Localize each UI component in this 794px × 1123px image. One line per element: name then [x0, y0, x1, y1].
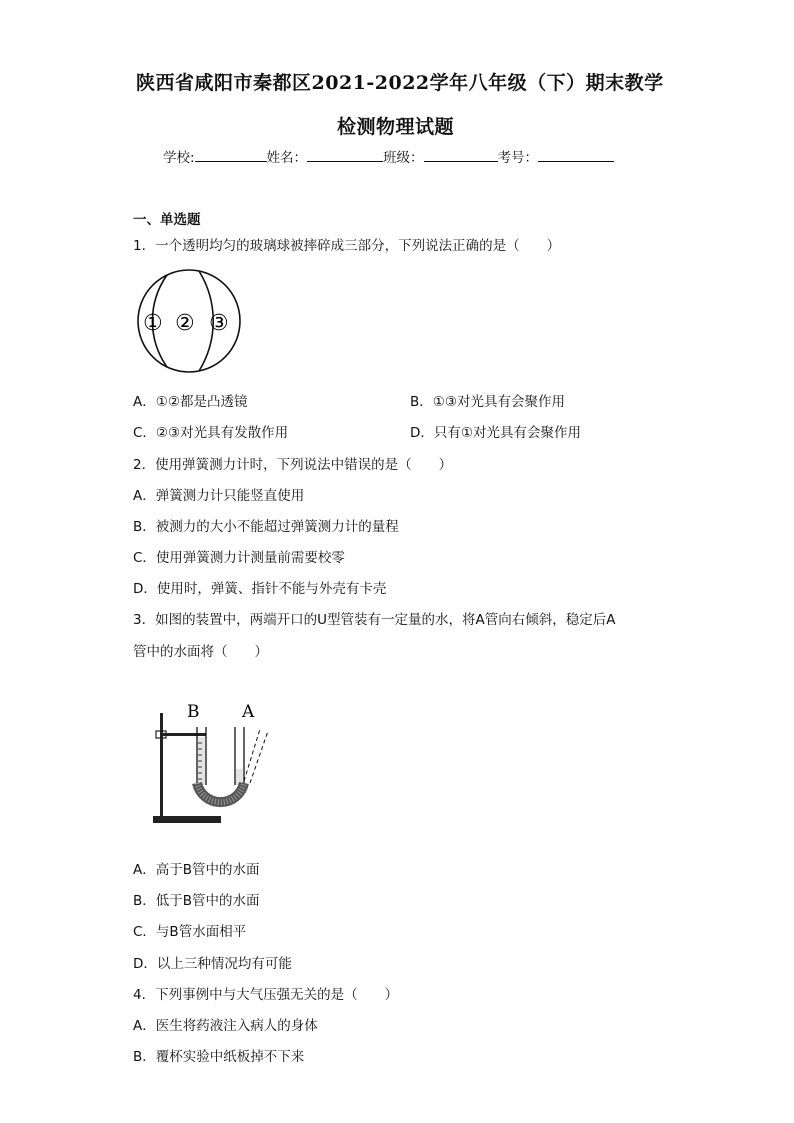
question-2-option-a[interactable]: A．弹簧测力计只能竖直使用	[133, 488, 305, 504]
question-4-option-a[interactable]: A．医生将药液注入病人的身体	[133, 1018, 318, 1034]
tube-a-tilted-dashed-1	[244, 729, 260, 781]
class-label: 班级：	[383, 150, 424, 166]
question-2-option-c[interactable]: C．使用弹簧测力计测量前需要校零	[133, 550, 345, 566]
stand-clamp	[160, 733, 206, 736]
ball-part-1-label: ①	[143, 311, 163, 336]
class-blank[interactable]	[424, 149, 498, 162]
question-2-option-d[interactable]: D．使用时，弹簧、指针不能与外壳有卡壳	[133, 581, 387, 597]
question-4-option-b[interactable]: B．覆杯实验中纸板掉不下来	[133, 1049, 305, 1065]
question-3-option-b[interactable]: B．低于B管中的水面	[133, 893, 260, 909]
question-1-option-a[interactable]: A．①②都是凸透镜	[133, 394, 248, 410]
school-label: 学校:	[163, 150, 195, 166]
stand-base	[153, 816, 221, 823]
exam-no-blank[interactable]	[538, 149, 614, 162]
question-1-option-b[interactable]: B．①③对光具有会聚作用	[410, 394, 565, 410]
student-info-line	[163, 146, 614, 166]
tube-a-tilted-dashed-2	[250, 731, 268, 783]
question-3-option-c[interactable]: C．与B管水面相平	[133, 924, 247, 940]
question-1-option-d[interactable]: D．只有①对光具有会聚作用	[410, 425, 581, 441]
glass-ball-figure	[135, 268, 245, 378]
question-3-option-d[interactable]: D．以上三种情况均有可能	[133, 956, 292, 972]
page-title-line2: 检测物理试题	[337, 116, 455, 138]
question-2-stem: 2．使用弹簧测力计时，下列说法中错误的是（ ）	[133, 457, 453, 473]
name-label: 姓名：	[266, 150, 308, 166]
tube-a-label: A	[242, 702, 255, 722]
ball-part-3-label: ③	[209, 311, 229, 336]
question-1-option-c[interactable]: C．②③对光具有发散作用	[133, 425, 289, 441]
question-1-stem: 1．一个透明均匀的玻璃球被摔碎成三部分，下列说法正确的是（ ）	[133, 238, 561, 254]
exam-no-label: 考号：	[497, 150, 539, 166]
school-blank[interactable]	[195, 149, 267, 162]
stand-rod	[160, 713, 163, 817]
question-2-option-b[interactable]: B．被测力的大小不能超过弹簧测力计的量程	[133, 519, 399, 535]
tube-b-label: B	[187, 702, 200, 722]
question-3-option-a[interactable]: A．高于B管中的水面	[133, 862, 260, 878]
page-title-line1: 陕西省咸阳市秦都区2021-2022学年八年级（下）期末教学	[136, 72, 664, 94]
name-blank[interactable]	[307, 149, 383, 162]
ball-part-2-label: ②	[175, 311, 195, 336]
question-3-stem-line1: 3．如图的装置中，两端开口的U型管装有一定量的水，将A管向右倾斜，稳定后A	[133, 612, 616, 628]
u-tube-figure	[150, 695, 300, 835]
question-3-stem-line2: 管中的水面将（ ）	[133, 644, 268, 660]
section-heading: 一、单选题	[133, 212, 201, 228]
question-4-stem: 4．下列事例中与大气压强无关的是（ ）	[133, 987, 399, 1003]
